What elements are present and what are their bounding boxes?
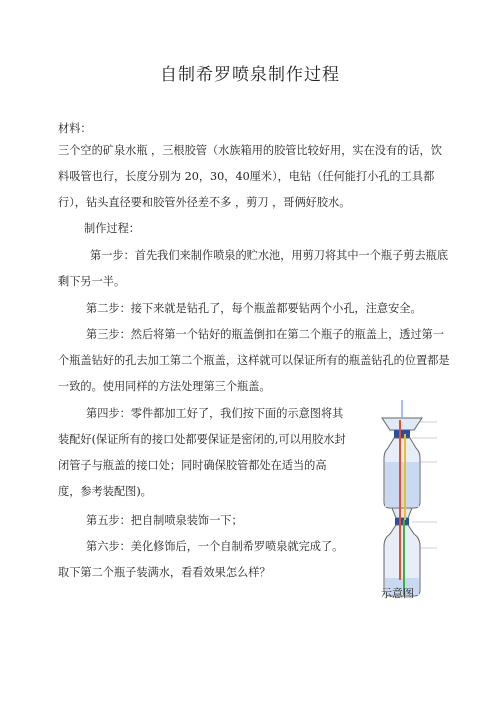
step-1: 第一步：首先我们来制作喷泉的贮水池，用剪刀将其中一个瓶子剪去瓶底剩下另一半。 — [58, 249, 449, 288]
step-3: 第三步：然后将第一个钻好的瓶盖倒扣在第二个瓶子的瓶盖上，透过第一个瓶盖钻好的孔去加工第二个瓶盖，这样就可以保证所有的瓶盖钻孔的位置都是一致的。使用同样的方法处理第三个瓶盖。 — [58, 328, 450, 393]
figure-caption: 示意图 — [381, 587, 414, 600]
document-title: 自制希罗喷泉制作过程 — [160, 65, 340, 85]
basin-cap — [394, 430, 410, 438]
step-4: 第四步：零件都加工好了，我们按下面的示意图将其装配好(保证所有的接口处都要保证是密闭的,可以用胶水封闭管子与瓶盖的接口处；同时确保胶管都处在适当的高度，参考装配图)。 — [58, 407, 346, 498]
middle-cap — [395, 518, 409, 525]
basin — [382, 418, 422, 430]
step-5: 第五步：把自制喷泉装饰一下； — [86, 514, 243, 527]
step-2: 第二步：接下来就是钻孔了，每个瓶盖都要钻两个小孔，注意安全。 — [86, 302, 422, 315]
process-heading: 制作过程： — [84, 222, 140, 235]
materials-body: 三个空的矿泉水瓶 ，三根胶管（水族箱用的胶管比较好用，实在没有的话，饮料吸管也行，长度分别为 20，30，40厘米），电钻（任何能打小孔的工具都行），钻头直径要和胶管外径差不多 ，剪刀 ，哥俩好胶水。 — [58, 144, 442, 209]
step-6: 第六步：美化修饰后，一个自制希罗喷泉就完成了。取下第二个瓶子装满水，看看效果怎么样？ — [58, 540, 344, 579]
middle-bottle-water — [385, 462, 419, 507]
materials-heading: 材料： — [58, 122, 92, 135]
connector — [392, 508, 412, 518]
fountain-diagram — [352, 400, 472, 600]
